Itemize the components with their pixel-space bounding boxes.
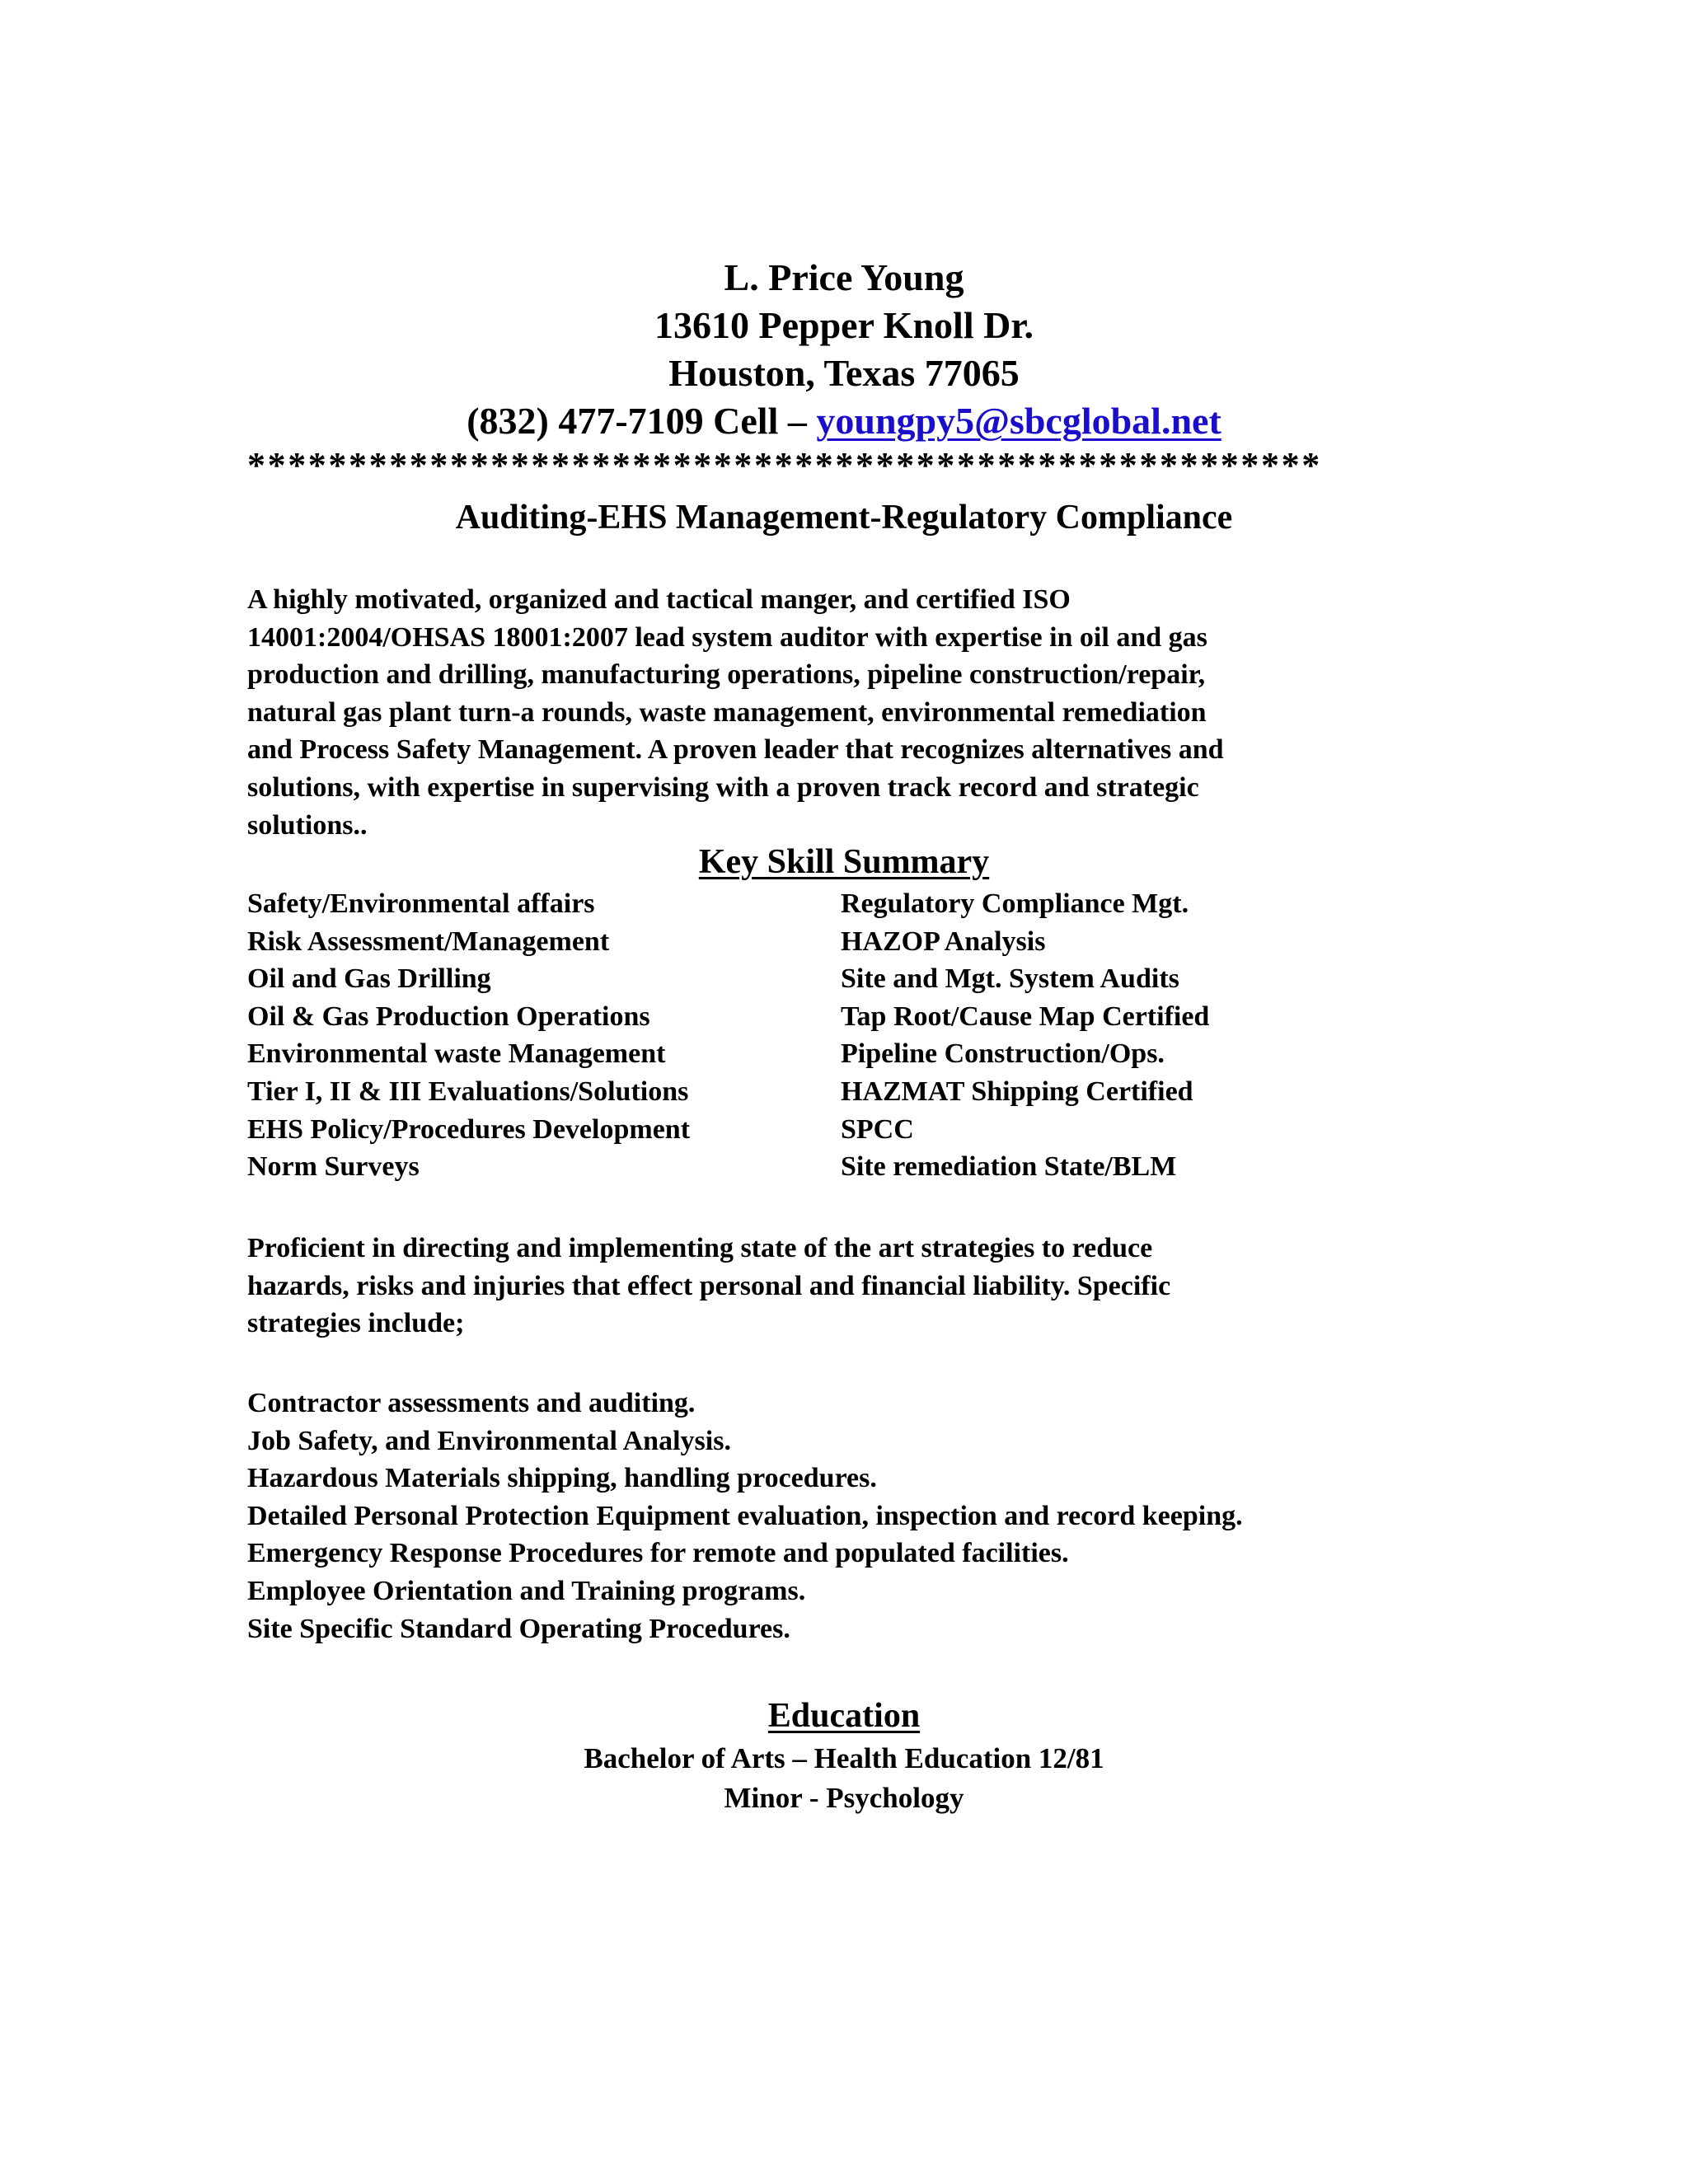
skill-item: Safety/Environmental affairs: [247, 888, 595, 919]
degree-line: Bachelor of Arts – Health Education 12/81: [584, 1742, 1104, 1774]
strategy-item: Hazardous Materials shipping, handling procedures.: [247, 1463, 877, 1494]
proficiency-line: hazards, risks and injuries that effect personal and financial liability. Specific: [247, 1270, 1171, 1301]
summary-line: 14001:2004/OHSAS 18001:2007 lead system auditor with expertise in oil and gas: [247, 621, 1207, 653]
summary-line: solutions, with expertise in supervising with a proven track record and strategic: [247, 771, 1199, 803]
summary-line: A highly motivated, organized and tactical manger, and certified ISO: [247, 584, 1071, 615]
skill-item: Regulatory Compliance Mgt.: [841, 888, 1189, 919]
skill-item: HAZMAT Shipping Certified: [841, 1076, 1193, 1107]
city-state-zip: Houston, Texas 77065: [668, 352, 1020, 394]
proficiency-line: strategies include;: [247, 1308, 465, 1339]
key-skills-heading: Key Skill Summary: [698, 843, 990, 881]
skills-grid: [247, 885, 1418, 1186]
strategy-item: Contractor assessments and auditing.: [247, 1388, 696, 1418]
skill-item: Risk Assessment/Management: [247, 926, 610, 957]
summary-line: natural gas plant turn-a rounds, waste management, environmental remediation: [247, 696, 1207, 728]
proficiency-paragraph: [247, 1230, 1451, 1343]
skill-item: Oil & Gas Production Operations: [247, 1001, 650, 1032]
strategy-item: Emergency Response Procedures for remote and populated facilities.: [247, 1538, 1069, 1569]
minor-line: Minor - Psychology: [724, 1782, 964, 1814]
strategy-item: Job Safety, and Environmental Analysis.: [247, 1425, 731, 1456]
skill-item: HAZOP Analysis: [841, 926, 1046, 957]
professional-tagline: Auditing-EHS Management-Regulatory Compliance: [455, 499, 1233, 537]
skill-item: Tier I, II & III Evaluations/Solutions: [247, 1076, 689, 1107]
asterisk-separator: *****************************************************: [247, 445, 1322, 485]
email-link[interactable]: youngpy5@sbcglobal.net: [816, 400, 1221, 442]
summary-line: and Process Safety Management. A proven leader that recognizes alternatives and: [247, 734, 1224, 766]
skill-item: Tap Root/Cause Map Certified: [841, 1001, 1210, 1032]
skill-item: EHS Policy/Procedures Development: [247, 1113, 691, 1145]
phone-number: (832) 477-7109 Cell –: [467, 400, 807, 442]
strategy-item: Employee Orientation and Training programs.: [247, 1575, 806, 1606]
summary-line: solutions..: [247, 809, 368, 841]
proficiency-line: Proficient in directing and implementing state of the art strategies to reduce: [247, 1233, 1153, 1263]
candidate-name: L. Price Young: [724, 256, 964, 298]
strategy-item: Detailed Personal Protection Equipment evaluation, inspection and record keeping.: [247, 1500, 1243, 1531]
street-address: 13610 Pepper Knoll Dr.: [654, 304, 1034, 346]
skill-item: Environmental waste Management: [247, 1038, 666, 1070]
skill-item: Site and Mgt. System Audits: [841, 963, 1179, 995]
strategies-list: [247, 1385, 1451, 1647]
skill-item: Site remediation State/BLM: [841, 1151, 1177, 1183]
education-details: [0, 1739, 1688, 1818]
phone-email-line: [0, 397, 1688, 445]
summary-line: production and drilling, manufacturing operations, pipeline construction/repair,: [247, 659, 1206, 691]
strategy-item: Site Specific Standard Operating Procedures.: [247, 1613, 790, 1644]
skill-item: SPCC: [841, 1113, 914, 1145]
skill-item: Oil and Gas Drilling: [247, 963, 491, 995]
skill-item: Pipeline Construction/Ops.: [841, 1038, 1165, 1070]
education-heading: Education: [767, 1697, 921, 1735]
contact-header: [0, 254, 1688, 445]
skill-item: Norm Surveys: [247, 1151, 420, 1183]
profile-summary: [247, 581, 1451, 844]
